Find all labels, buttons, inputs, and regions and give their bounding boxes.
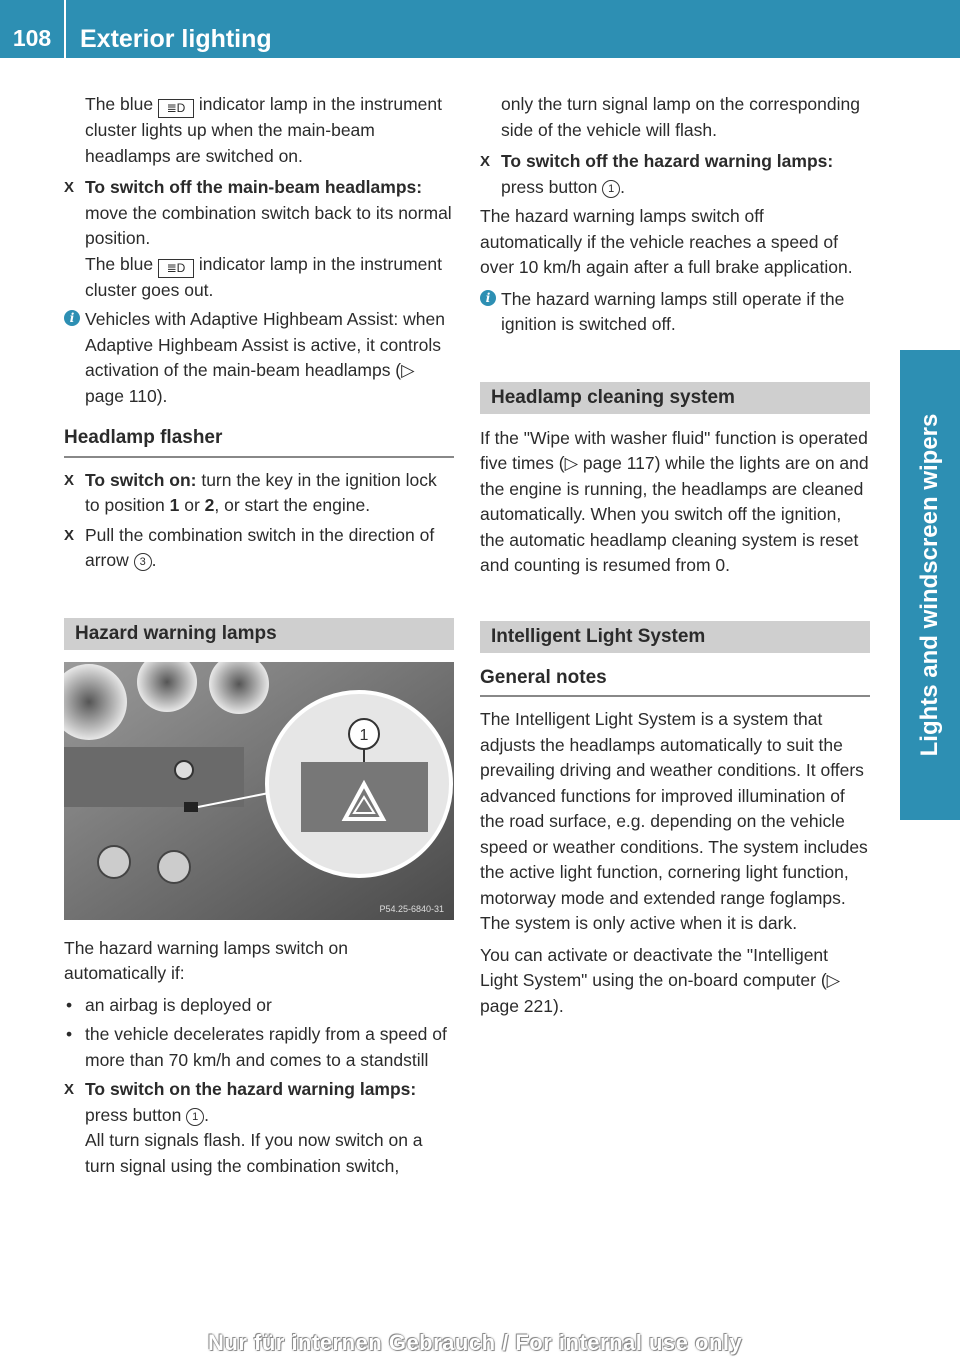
paragraph-ils-2: You can activate or deactivate the "Intelligent Light System" using the on-board computer (▷ page 221).: [480, 944, 841, 1016]
bullet-marker: •: [66, 1024, 73, 1044]
text-fragment: The blue: [85, 253, 158, 274]
instruction-step: [64, 523, 454, 574]
text-fragment: press button: [501, 176, 603, 197]
step-arrow-icon: X: [64, 179, 75, 196]
sidebar-top-bar: [900, 0, 960, 58]
page-header: [0, 0, 900, 58]
info-text: Vehicles with Adaptive Highbeam Assist: when Adaptive Highbeam Assist is active, it controls activation of the main-beam headlamps (▷ page 110).: [85, 309, 445, 406]
callout-number-icon: 1: [602, 180, 620, 198]
text-fragment: .: [204, 1104, 210, 1125]
text-fragment: indicator lamp in the instrument cluster lights up when the main-beam headlamps are switched on.: [85, 94, 443, 166]
text-fragment: , or start the engine.: [214, 495, 371, 515]
text-fragment: Pull the combination switch in the direction of arrow: [85, 524, 435, 570]
list-item: [64, 1022, 454, 1073]
photo-reference-code: P54.25-6840-31: [379, 903, 444, 914]
position-value: 1: [169, 495, 180, 515]
paragraph-hazard-off: The hazard warning lamps switch off automatically if the vehicle reaches a speed of over 10 km/h again after a full brake application.: [480, 206, 853, 277]
text-fragment: .: [151, 550, 157, 570]
section-tab-label: Lights and windscreen wipers: [916, 413, 943, 757]
step-text: move the combination switch back to its normal position.: [85, 202, 452, 248]
heading-headlamp-flasher: Headlamp flasher: [64, 425, 454, 458]
main-beam-icon: ≣D: [158, 99, 194, 118]
step-title: To switch off the main-beam headlamps:: [85, 177, 423, 197]
info-icon: i: [64, 310, 80, 326]
callout-number-icon: 3: [134, 553, 152, 571]
list-item-text: an airbag is deployed or: [85, 994, 272, 1015]
paragraph-main-beam-on: [64, 92, 454, 169]
step-arrow-icon: X: [64, 471, 75, 489]
callout-number-icon: 1: [186, 1108, 204, 1126]
text-fragment: indicator lamp in the instrument cluster goes out.: [85, 253, 443, 300]
step-title: To switch off the hazard warning lamps:: [501, 151, 834, 171]
position-value: 2: [204, 495, 215, 515]
info-icon: i: [480, 290, 496, 306]
heading-general-notes: General notes: [480, 665, 870, 698]
paragraph-cleaning: If the "Wipe with washer fluid" function is operated five times (▷ page 117) while the lights are on and the engine is running, the headlamps are cleaned automatically. When you switch off the ignition, the automatic headlamp cleaning system is reset and counting is resumed from 0.: [480, 427, 869, 575]
right-column: [480, 92, 870, 1025]
sidebar: [900, 0, 960, 1362]
instruction-step: [64, 468, 454, 519]
photo-callout-label: 1: [359, 726, 369, 744]
instruction-step: [480, 149, 870, 200]
step-title: To switch on:: [85, 469, 197, 490]
left-column: [64, 92, 454, 1183]
bullet-marker: •: [66, 994, 73, 1015]
list-item: [64, 993, 454, 1019]
text-fragment: or: [179, 495, 205, 515]
section-band-hazard: Hazard warning lamps: [64, 618, 454, 650]
instruction-step: [64, 1077, 454, 1179]
step-arrow-icon: X: [480, 153, 491, 170]
step-note: [85, 252, 454, 304]
paragraph-continued: only the turn signal lamp on the corresponding side of the vehicle will flash.: [501, 94, 860, 140]
info-text: The hazard warning lamps still operate if the ignition is switched off.: [501, 288, 845, 334]
section-band-cleaning: Headlamp cleaning system: [480, 382, 870, 414]
main-beam-icon: ≣D: [158, 259, 194, 278]
internal-use-watermark: Nur für internen Gebrauch / For internal use only: [208, 1330, 743, 1355]
section-tab[interactable]: [900, 350, 960, 820]
text-fragment: .: [620, 176, 626, 197]
text-fragment: The blue: [85, 94, 158, 114]
step-title: To switch on the hazard warning lamps:: [85, 1079, 417, 1099]
step-arrow-icon: X: [64, 526, 75, 544]
info-note: [480, 287, 870, 338]
list-item-text: the vehicle decelerates rapidly from a speed of more than 70 km/h and comes to a standstill: [85, 1024, 447, 1070]
info-note: [64, 307, 454, 409]
chapter-title: Exterior lighting: [80, 25, 272, 53]
page-number: 108: [0, 0, 66, 58]
instruction-step: [64, 175, 454, 303]
step-note: All turn signals flash. If you now switch on a turn signal using the combination switch,: [85, 1130, 423, 1176]
text-fragment: press button: [85, 1104, 187, 1125]
hazard-switch-photo: [64, 662, 454, 920]
paragraph-ils-1: The Intelligent Light System is a system that adjusts the headlamps automatically to suit the prevailing driving and weather conditions. It offers advanced functions for improved illumination of the road surface, e.g. depending on the vehicle speed or weather conditions. The system includes the active light function, cornering light function, motorway mode and extended range foglamps. The system is only active when it is dark.: [480, 709, 868, 933]
paragraph-hazard-auto: The hazard warning lamps switch on automatically if:: [64, 937, 349, 983]
step-arrow-icon: X: [64, 1081, 75, 1098]
text-fragment: turn the key in the ignition lock to position: [85, 469, 437, 515]
section-band-ils: Intelligent Light System: [480, 621, 870, 653]
